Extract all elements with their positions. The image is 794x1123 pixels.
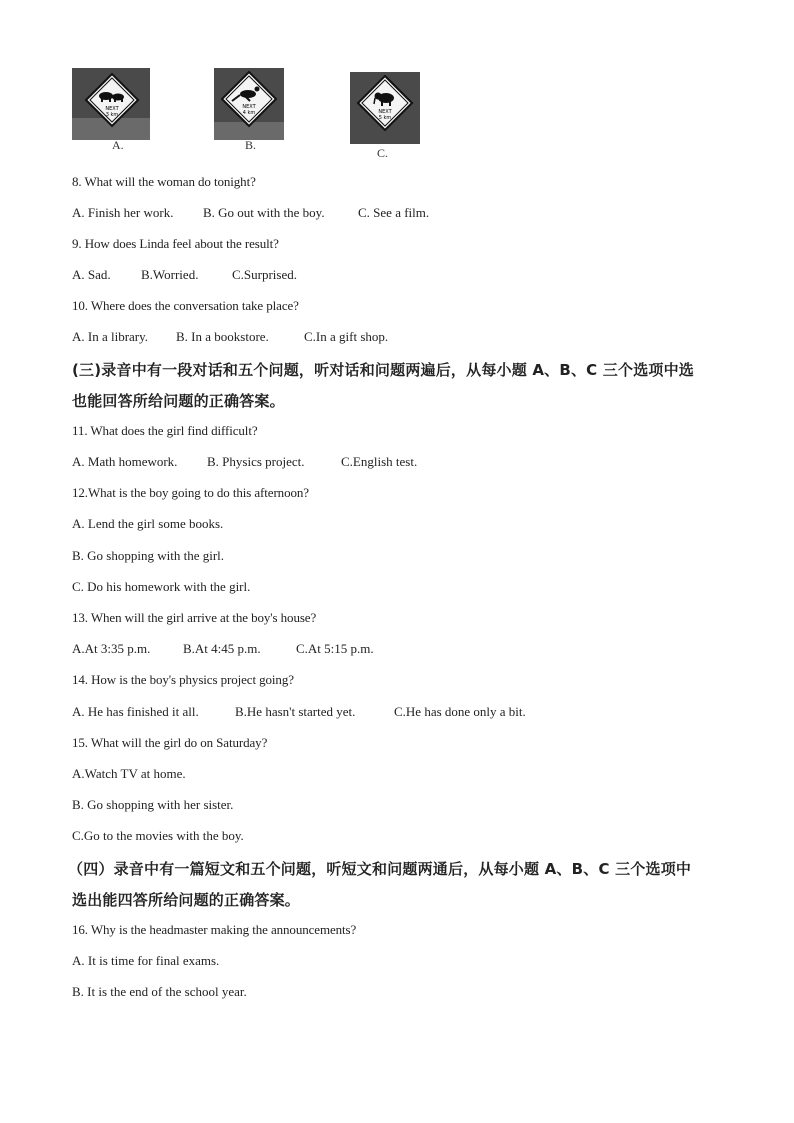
q10-option-a: A. In a library. <box>72 329 149 344</box>
option-c-picture <box>350 72 420 144</box>
question-13: 13. When will the girl arrive at the boy's house? <box>72 610 317 625</box>
section-4-instruction-line-1: （四）录音中有一篇短文和五个问题，听短文和问题两通后，从每小题 A、B、C 三个选项中 <box>68 860 692 878</box>
question-9: 9. How does Linda feel about the result? <box>72 236 279 251</box>
sign-text-line-1: NEXT <box>105 106 119 112</box>
q9-option-b: B.Worried. <box>141 267 199 282</box>
q12-option-b: B. Go shopping with the girl. <box>72 548 225 563</box>
q9-option-a: A. Sad. <box>72 267 111 282</box>
section-3-instruction-line-2: 也能回答所给问题的正确答案。 <box>72 392 285 410</box>
q13-option-b: B.At 4:45 p.m. <box>183 641 261 656</box>
q15-option-a: A.Watch TV at home. <box>72 766 186 781</box>
option-b-label: B. <box>245 138 257 152</box>
picture-options <box>72 64 434 160</box>
question-11: 11. What does the girl find difficult? <box>72 423 258 438</box>
question-16: 16. Why is the headmaster making the announcements? <box>72 922 357 937</box>
q12-option-c: C. Do his homework with the girl. <box>72 579 251 594</box>
question-8: 8. What will the woman do tonight? <box>72 174 256 189</box>
question-15: 15. What will the girl do on Saturday? <box>72 735 268 750</box>
q13-option-c: C.At 5:15 p.m. <box>296 641 374 656</box>
sign-text-line-2: 4 km <box>242 110 256 116</box>
q10-option-c: C.In a gift shop. <box>304 329 389 344</box>
q14-option-a: A. He has finished it all. <box>72 704 199 719</box>
q11-option-a: A. Math homework. <box>72 454 178 469</box>
q15-option-c: C.Go to the movies with the boy. <box>72 828 244 843</box>
question-12: 12.What is the boy going to do this afternoon? <box>72 485 309 500</box>
option-a-picture <box>72 68 150 140</box>
q8-option-c: C. See a film. <box>358 205 430 220</box>
section-3-instruction-line-1: (三)录音中有一段对话和五个问题，听对话和问题两遍后，从每小题 A、B、C 三个选项中选 <box>72 361 695 379</box>
question-10: 10. Where does the conversation take place? <box>72 298 299 313</box>
q9-option-c: C.Surprised. <box>232 267 297 282</box>
q10-option-b: B. In a bookstore. <box>176 329 269 344</box>
q13-option-a: A.At 3:35 p.m. <box>72 641 151 656</box>
option-c-label: C. <box>377 146 389 160</box>
sign-text-line-2: 3 km <box>105 112 119 118</box>
q16-option-b: B. It is the end of the school year. <box>72 984 247 999</box>
q14-option-c: C.He has done only a bit. <box>394 704 526 719</box>
q12-option-a: A. Lend the girl some books. <box>72 516 224 531</box>
q11-option-c: C.English test. <box>341 454 418 469</box>
q15-option-b: B. Go shopping with her sister. <box>72 797 234 812</box>
q11-option-b: B. Physics project. <box>207 454 305 469</box>
question-14: 14. How is the boy's physics project going? <box>72 672 294 687</box>
sign-text-line-1: NEXT <box>242 104 256 110</box>
q8-option-a: A. Finish her work. <box>72 205 174 220</box>
option-a-label: A. <box>112 138 124 152</box>
sign-text-line-2: 5 km <box>378 115 392 121</box>
section-4-instruction-line-2: 选出能四答所给问题的正确答案。 <box>72 891 301 909</box>
sign-text-line-1: NEXT <box>378 109 392 115</box>
q8-option-b: B. Go out with the boy. <box>203 205 325 220</box>
option-b-picture <box>214 68 284 140</box>
q16-option-a: A. It is time for final exams. <box>72 953 220 968</box>
q14-option-b: B.He hasn't started yet. <box>235 704 356 719</box>
